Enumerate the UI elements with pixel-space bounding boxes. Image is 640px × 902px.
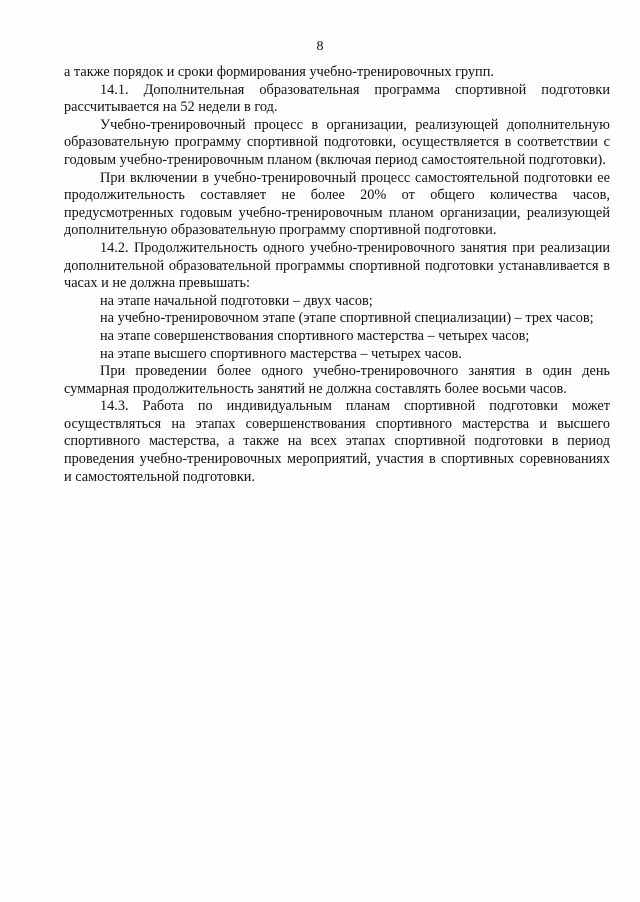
paragraph: 14.3. Работа по индивидуальным планам спортивной подготовки может осуществляться на этапах совершенствования спортивного мастерства и высшего спортивного мастерства, а также на всех этапах спортивной подготовки в период проведения учебно-тренировочных мероприятий, участия в спортивных соревнованиях и самостоятельной подготовки. bbox=[64, 398, 610, 485]
paragraph: на учебно-тренировочном этапе (этапе спортивной специализации) – трех часов; bbox=[100, 310, 594, 327]
page-number: 8 bbox=[316, 39, 324, 54]
paragraph: на этапе высшего спортивного мастерства – четырех часов. bbox=[100, 345, 462, 362]
paragraph: 14.2. Продолжительность одного учебно-тренировочного занятия при реализации дополнительной образовательной программы спортивной подготовки устанавливается в часах и не должна превышать: bbox=[64, 239, 610, 292]
paragraph: При проведении более одного учебно-тренировочного занятия в один день суммарная продолжительность занятий не должна составлять более восьми часов. bbox=[64, 363, 610, 397]
paragraph: 14.1. Дополнительная образовательная программа спортивной подготовки рассчитывается на 52 недели в год. bbox=[64, 81, 610, 116]
paragraph: а также порядок и сроки формирования учебно-тренировочных групп. bbox=[64, 64, 494, 80]
paragraph: При включении в учебно-тренировочный процесс самостоятельной подготовки ее продолжительность составляет не более 20% от общего количества часов, предусмотренных годовым учебно-тренировочным планом организации, реализующей дополнительную образовательную программу спортивной подготовки. bbox=[64, 169, 610, 239]
paragraph: на этапе начальной подготовки – двух часов; bbox=[100, 292, 373, 309]
paragraph: Учебно-тренировочный процесс в организации, реализующей дополнительную образовательную программу спортивной подготовки, осуществляется в соответствии с годовым учебно-тренировочным планом (включая период самостоятельной подготовки). bbox=[64, 116, 610, 168]
document-body bbox=[64, 64, 610, 486]
paragraph: на этапе совершенствования спортивного мастерства – четырех часов; bbox=[100, 327, 530, 344]
